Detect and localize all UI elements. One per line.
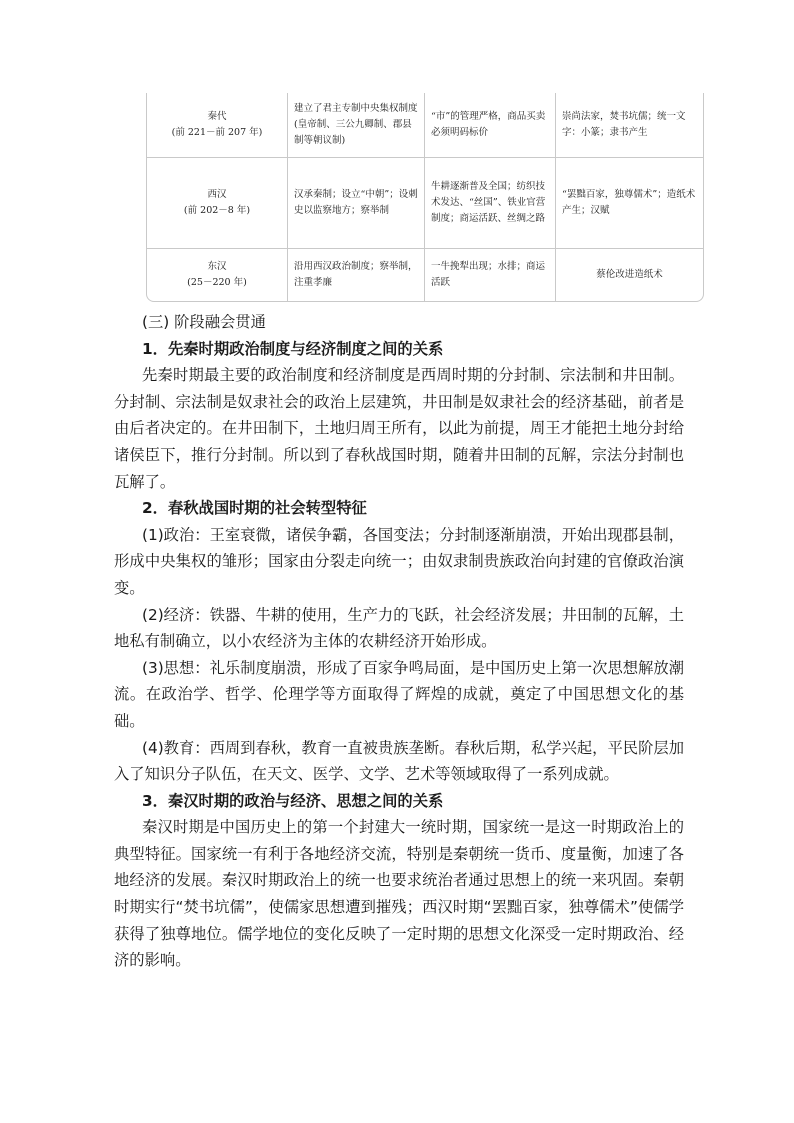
paragraph-economy: (2)经济：铁器、牛耕的使用，生产力的飞跃，社会经济发展；井田制的瓦解，土地私有制确立，以小农经济为主体的农耕经济开始形成。 [114,605,684,651]
economy-cell: 一牛挽犁出现；水排；商运活跃 [425,249,556,302]
era-cell [147,249,288,302]
document-body [114,309,684,974]
era-years: (25－220 年) [187,277,247,288]
section-title: (三) 阶段融会贯通 [142,313,266,331]
subheading-1: 1．先秦时期政治制度与经济制度之间的关系 [142,339,444,358]
paragraph-3: 秦汉时期是中国历史上的第一个封建大一统时期，国家统一是这一时期政治上的典型特征。国家统一有利于各地经济交流，特别是秦朝统一货币、度量衡，加速了各地经济的发展。秦汉时期政治上的统一也要求统治者通过思想上的统一来巩固。秦朝时期实行“焚书坑儒”，使儒家思想遭到摧残；西汉时期“罢黜百家，独尊儒术”使儒学获得了独尊地位。儒学地位的变化反映了一定时期的思想文化深受一定时期政治、经济的影响。 [114,818,684,970]
economy-cell: “市”的管理严格，商品买卖必须明码标价 [425,93,556,158]
economy-cell: 牛耕逐渐普及全国；纺织技术发达、“丝国”、铁业官营制度；商运活跃、丝绸之路 [425,158,556,249]
era-name: 秦代 [207,111,227,122]
politics-cell: 沿用西汉政治制度；察举制，注重孝廉 [288,249,425,302]
subheading-2: 2．春秋战国时期的社会转型特征 [142,499,367,518]
table-row [147,158,703,249]
culture-cell: “罢黜百家，独尊儒术”；造纸术产生；汉赋 [556,158,704,249]
era-years: (前 202－8 年) [183,205,251,216]
paragraph-politics: (1)政治：王室衰微，诸侯争霸，各国变法；分封制逐渐崩溃，开始出现郡县制，形成中央集权的雏形；国家由分裂走向统一；由奴隶制贵族政治向封建的官僚政治演变。 [114,525,684,597]
paragraph-education: (4)教育：西周到春秋，教育一直被贵族垄断。春秋后期，私学兴起，平民阶层加入了知识分子队伍，在天文、医学、文学、艺术等领域取得了一系列成就。 [114,738,684,784]
subheading-3: 3．秦汉时期的政治与经济、思想之间的关系 [142,791,444,810]
history-table [146,93,704,302]
politics-cell: 汉承秦制；设立“中朝”；设刺史以监察地方；察举制 [288,158,425,249]
politics-cell: 建立了君主专制中央集权制度(皇帝制、三公九卿制、郡县制等朝议制) [288,93,425,158]
era-years: (前 221－前 207 年) [171,127,263,138]
history-table-grid [147,93,703,301]
paragraph-thought: (3)思想：礼乐制度崩溃，形成了百家争鸣局面，是中国历史上第一次思想解放潮流。在政治学、哲学、伦理学等方面取得了辉煌的成就，奠定了中国思想文化的基础。 [114,658,684,730]
culture-cell: 蔡伦改进造纸术 [596,269,663,280]
era-name: 东汉 [207,261,227,272]
era-name: 西汉 [207,189,227,200]
era-cell [147,158,288,249]
era-cell [147,93,288,158]
paragraph-1: 先秦时期最主要的政治制度和经济制度是西周时期的分封制、宗法制和井田制。分封制、宗法制是奴隶社会的政治上层建筑，井田制是奴隶社会的经济基础，前者是由后者决定的。在井田制下，土地归周王所有，以此为前提，周王才能把土地分封给诸侯臣下，推行分封制。所以到了春秋战国时期，随着井田制的瓦解，宗法分封制也瓦解了。 [114,366,684,491]
table-row [147,249,703,302]
table-row [147,93,703,158]
culture-cell: 崇尚法家，焚书坑儒；统一文字：小篆；隶书产生 [556,93,704,158]
